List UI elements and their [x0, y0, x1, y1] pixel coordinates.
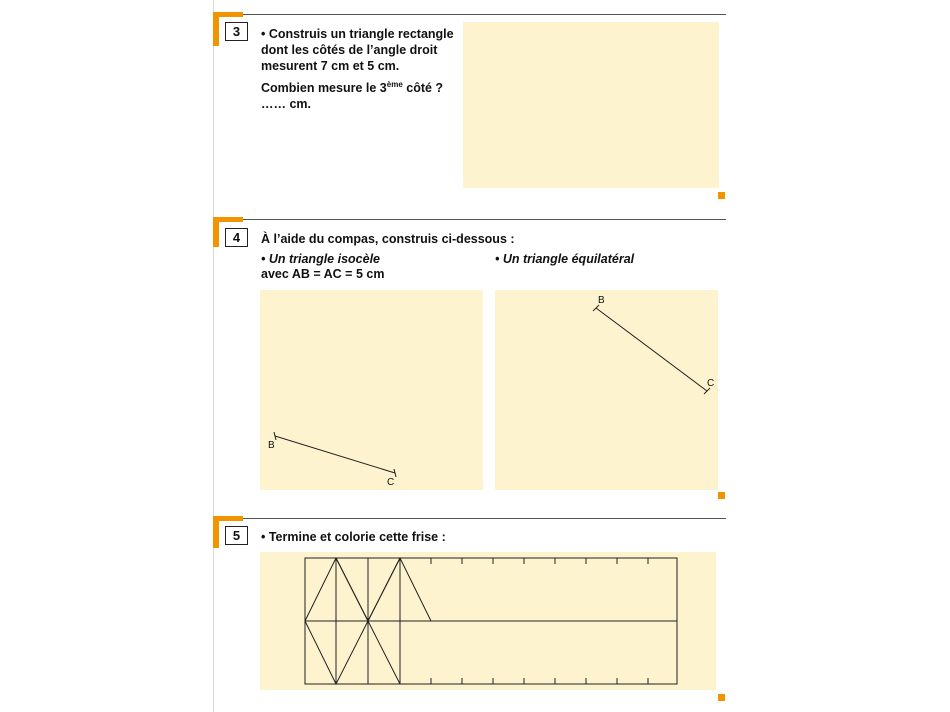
ex4-right-title-text: • Un triangle équilatéral	[495, 252, 635, 266]
ex4-left-condition: avec AB = AC = 5 cm	[261, 267, 385, 281]
ex4-right-point-b: B	[598, 295, 605, 306]
ex4-left-title-text: • Un triangle isocèle	[261, 252, 380, 266]
ex3-line3: mesurent 7 cm et 5 cm.	[261, 59, 400, 73]
ex3-question-pre: Combien mesure le 3	[261, 81, 387, 95]
ex4-left-point-b: B	[268, 440, 275, 451]
ex3-question-post: côté ?	[402, 81, 444, 95]
ex5-instruction: • Termine et colorie cette frise :	[261, 530, 446, 544]
ex3-line2: dont les côtés de l’angle droit	[261, 43, 438, 57]
ex4-right-point-c: C	[707, 378, 715, 389]
ex3-question-sup: ème	[386, 79, 403, 89]
ex4-instruction: À l’aide du compas, construis ci-dessous :	[261, 232, 515, 246]
ex3-line1: • Construis un triangle rectangle	[261, 27, 454, 41]
ex5-corner-mark	[718, 694, 725, 701]
ex3-answer[interactable]: …… cm.	[261, 97, 312, 111]
ex4-number: 4	[225, 228, 248, 247]
ex5-number: 5	[225, 526, 248, 545]
ex4-left-point-c: C	[387, 477, 395, 488]
ex3-number: 3	[225, 22, 248, 41]
